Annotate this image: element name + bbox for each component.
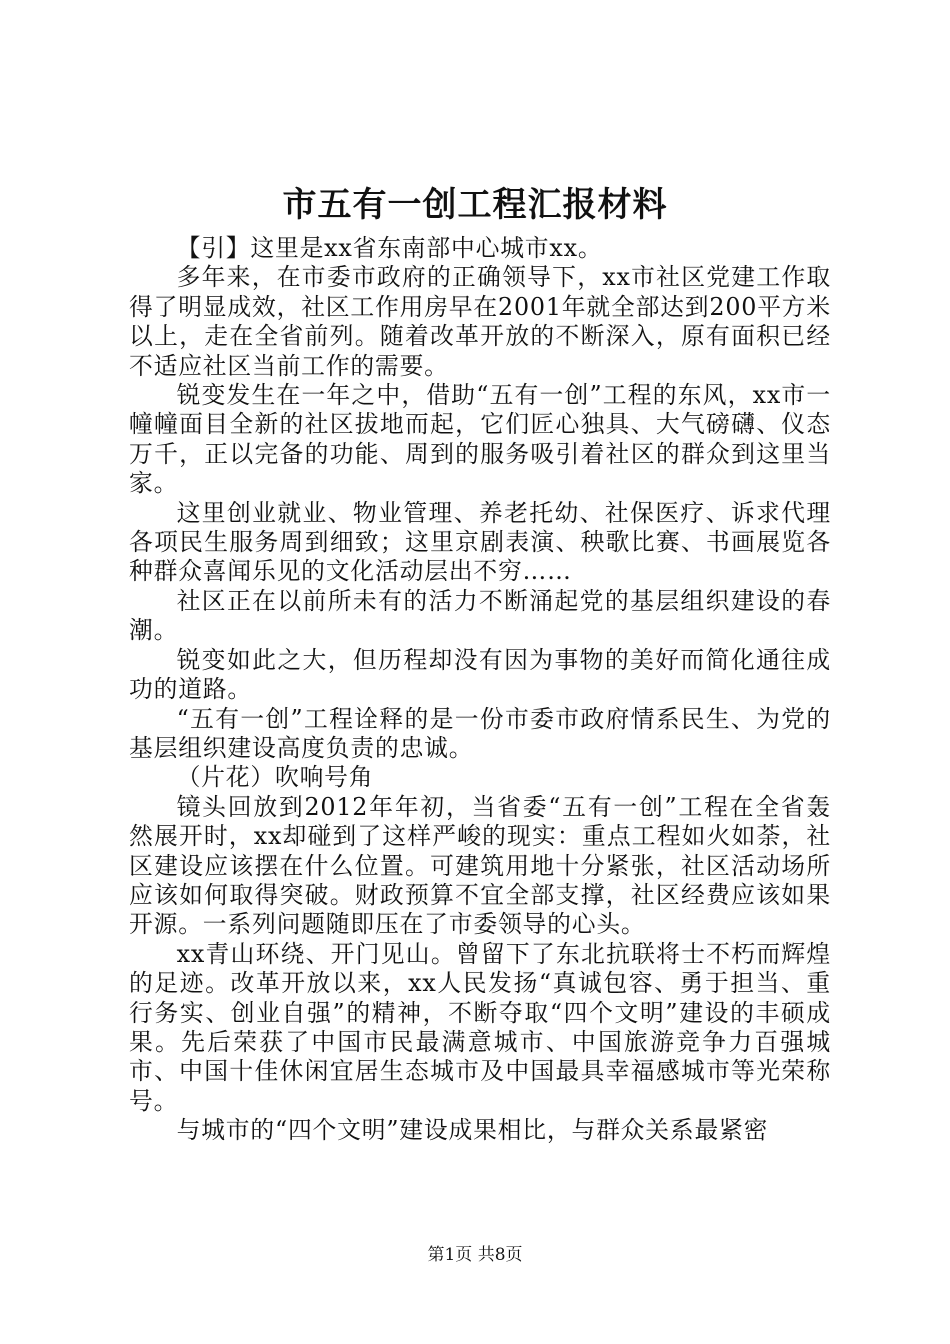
- paragraph: 社区正在以前所未有的活力不断涌起党的基层组织建设的春潮。: [129, 586, 831, 645]
- document-body: [129, 234, 831, 1146]
- paragraph: 锐变发生在一年之中，借助“五有一创”工程的东风，xx市一幢幢面目全新的社区拔地而起，它们匠心独具、大气磅礴、仪态万千，正以完备的功能、周到的服务吸引着社区的群众到这里当家。: [129, 381, 831, 498]
- paragraph: 与城市的“四个文明”建设成果相比，与群众关系最紧密: [176, 1116, 769, 1145]
- paragraph-intro: 【引】这里是xx省东南部中心城市xx。: [176, 234, 603, 262]
- paragraph: 锐变如此之大，但历程却没有因为事物的美好而简化通往成功的道路。: [129, 645, 831, 704]
- paragraph: 多年来，在市委市政府的正确领导下，xx市社区党建工作取得了明显成效，社区工作用房早在2001年就全部达到200平方米以上，走在全省前列。随着改革开放的不断深入，原有面积已经不适应社区当前工作的需要。: [129, 263, 831, 380]
- section-heading: （片花）吹响号角: [176, 763, 374, 792]
- page-footer: 第1页 共8页: [427, 1245, 523, 1265]
- paragraph: 镜头回放到2012年年初，当省委“五有一创”工程在全省轰然展开时，xx却碰到了这样严峻的现实：重点工程如火如荼，社区建设应该摆在什么位置。可建筑用地十分紧张，社区活动场所应该如何取得突破。财政预算不宜全部支撑，社区经费应该如果开源。一系列问题随即压在了市委领导的心头。: [129, 792, 831, 939]
- paragraph: “五有一创”工程诠释的是一份市委市政府情系民生、为党的基层组织建设高度负责的忠诚。: [129, 704, 831, 762]
- document-title: 市五有一创工程汇报材料: [282, 185, 668, 225]
- paragraph: xx青山环绕、开门见山。曾留下了东北抗联将士不朽而辉煌的足迹。改革开放以来，xx人民发扬“真诚包容、勇于担当、重行务实、创业自强”的精神，不断夺取“四个文明”建设的丰硕成果。先后荣获了中国市民最满意城市、中国旅游竞争力百强城市、中国十佳休闲宜居生态城市及中国最具幸福感城市等光荣称号。: [129, 939, 831, 1115]
- paragraph: 这里创业就业、物业管理、养老托幼、社保医疗、诉求代理各项民生服务周到细致；这里京剧表演、秧歌比赛、书画展览各种群众喜闻乐见的文化活动层出不穷……: [129, 498, 831, 586]
